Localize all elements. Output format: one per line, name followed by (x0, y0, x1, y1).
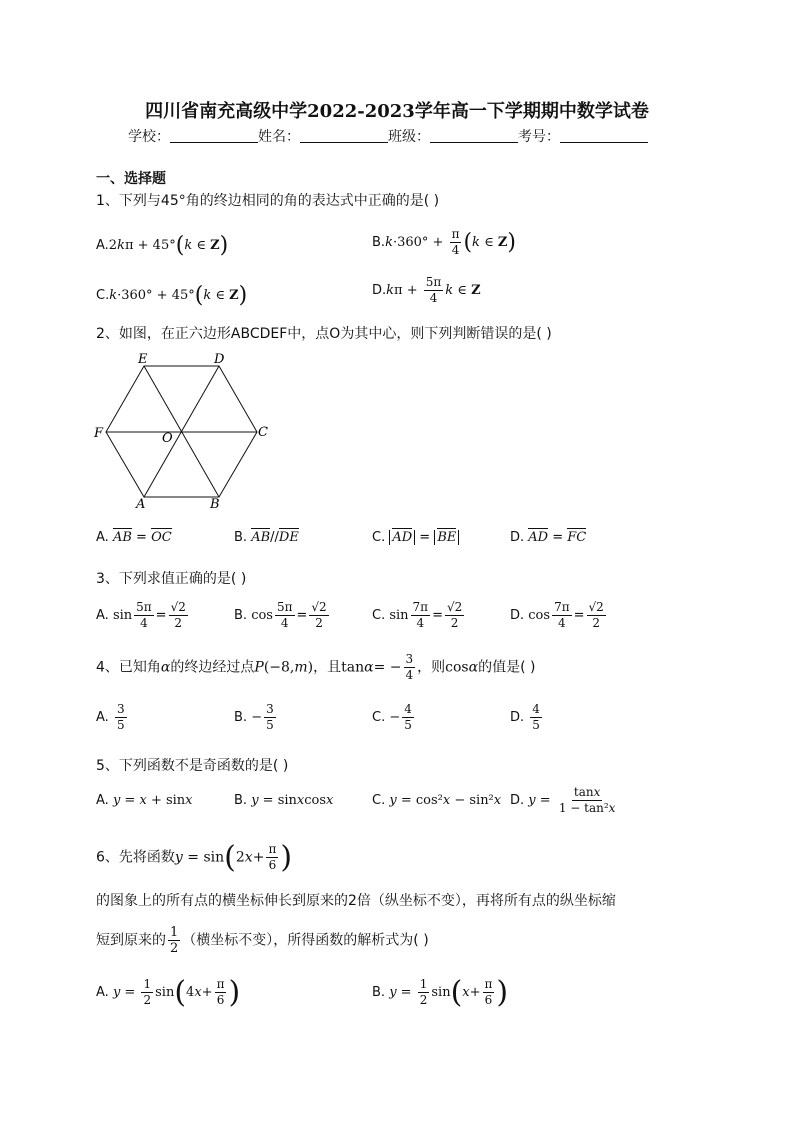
question-6-stem: 6、先将函数y = sin(2x+ $\frac{\pi}{6}$ ) (96, 840, 293, 875)
q4-option-c[interactable]: C. − $\frac{4}{5}$ (372, 702, 412, 732)
q3-option-b[interactable]: B. cos $\frac{5\pi}{4}$ = $\frac{√2}{2}$ (234, 600, 327, 630)
q5-option-d[interactable]: D. y = $\frac{\tan x}{\text{1 − tan²x}}$ (510, 785, 616, 815)
center-label-o: O (162, 431, 173, 446)
q1-option-b[interactable]: B.k·360° + $\frac{\pi}{4}$ (k ∈ Z) (372, 227, 516, 257)
name-blank[interactable] (300, 128, 388, 143)
q5-option-c[interactable]: C. y = cos²x − sin²x (372, 793, 502, 808)
q2-option-c[interactable]: C. AD = BE (372, 530, 459, 545)
q2-option-a[interactable]: A. AB = OC (96, 530, 172, 545)
vertex-label-c: C (258, 425, 268, 440)
question-3-stem: 3、下列求值正确的是( ) (96, 571, 247, 587)
id-blank[interactable] (560, 128, 648, 143)
vertex-label-a: A (136, 497, 146, 512)
question-5-stem: 5、下列函数不是奇函数的是( ) (96, 758, 289, 774)
q4-option-d[interactable]: D. $\frac{4}{5}$ (510, 702, 540, 732)
student-info-row (128, 126, 648, 146)
question-4-stem: 4、已知角α的终边经过点P(−8,m)，且tanα= − $\frac{3}{4}$ ，则cosα的值是( ) (96, 652, 536, 682)
id-label: 考号： (518, 129, 560, 145)
name-label: 姓名： (258, 129, 300, 145)
class-label: 班级： (388, 129, 430, 145)
vertex-label-f: F (94, 426, 104, 441)
question-6-line-3: 短到原来的 $\frac{1}{2}$ （横坐标不变），所得函数的解析式为( ) (96, 925, 429, 956)
section-heading: 一、选择题 (96, 171, 166, 187)
q1-option-c[interactable]: C.k·360° + 45°(k ∈ Z) (96, 283, 248, 308)
q4-option-a[interactable]: A. $\frac{3}{5}$ (96, 702, 125, 732)
q3-option-a[interactable]: A. sin $\frac{5\pi}{4}$ = $\frac{√2}{2}$ (96, 600, 186, 630)
question-6-line-2: 的图象上的所有点的横坐标伸长到原来的2倍（纵坐标不变），再将所有点的纵坐标缩 (96, 893, 616, 909)
exam-title: 四川省南充高级中学2022-2023学年高一下学期期中数学试卷 (145, 101, 649, 122)
vertex-label-e: E (138, 352, 148, 367)
q2-option-d[interactable]: D. AD = FC (510, 530, 587, 545)
q5-option-b[interactable]: B. y = sinxcosx (234, 793, 334, 808)
hexagon-figure (92, 350, 282, 515)
q1-option-a[interactable]: A.2kπ + 45°(k ∈ Z) (96, 233, 229, 258)
q2-option-b[interactable]: B. AB//DE (234, 530, 299, 545)
q1-option-d[interactable]: D.kπ + $\frac{5\pi}{4}$ k ∈ Z (372, 275, 481, 305)
q5-option-a[interactable]: A. y = x + sinx (96, 793, 193, 808)
q6-option-b[interactable]: B. y = $\frac{1}{2}$ sin(x+ $\frac{\pi}{6}$ ) (372, 975, 509, 1010)
q3-option-c[interactable]: C. sin $\frac{7\pi}{4}$ = $\frac{√2}{2}$ (372, 600, 463, 630)
question-1-stem: 1、下列与45°角的终边相同的角的表达式中正确的是( ) (96, 193, 440, 209)
q6-option-a[interactable]: A. y = $\frac{1}{2}$ sin(4x+ $\frac{\pi}{6}$ ) (96, 975, 241, 1010)
school-blank[interactable] (170, 128, 258, 143)
school-label: 学校： (128, 129, 170, 145)
q3-option-d[interactable]: D. cos $\frac{7\pi}{4}$ = $\frac{√2}{2}$ (510, 600, 604, 630)
vertex-label-d: D (214, 352, 225, 367)
vertex-label-b: B (210, 497, 220, 512)
class-blank[interactable] (430, 128, 518, 143)
q4-option-b[interactable]: B. − $\frac{3}{5}$ (234, 702, 274, 732)
question-2-stem: 2、如图，在正六边形ABCDEF中，点O为其中心，则下列判断错误的是( ) (96, 326, 552, 342)
